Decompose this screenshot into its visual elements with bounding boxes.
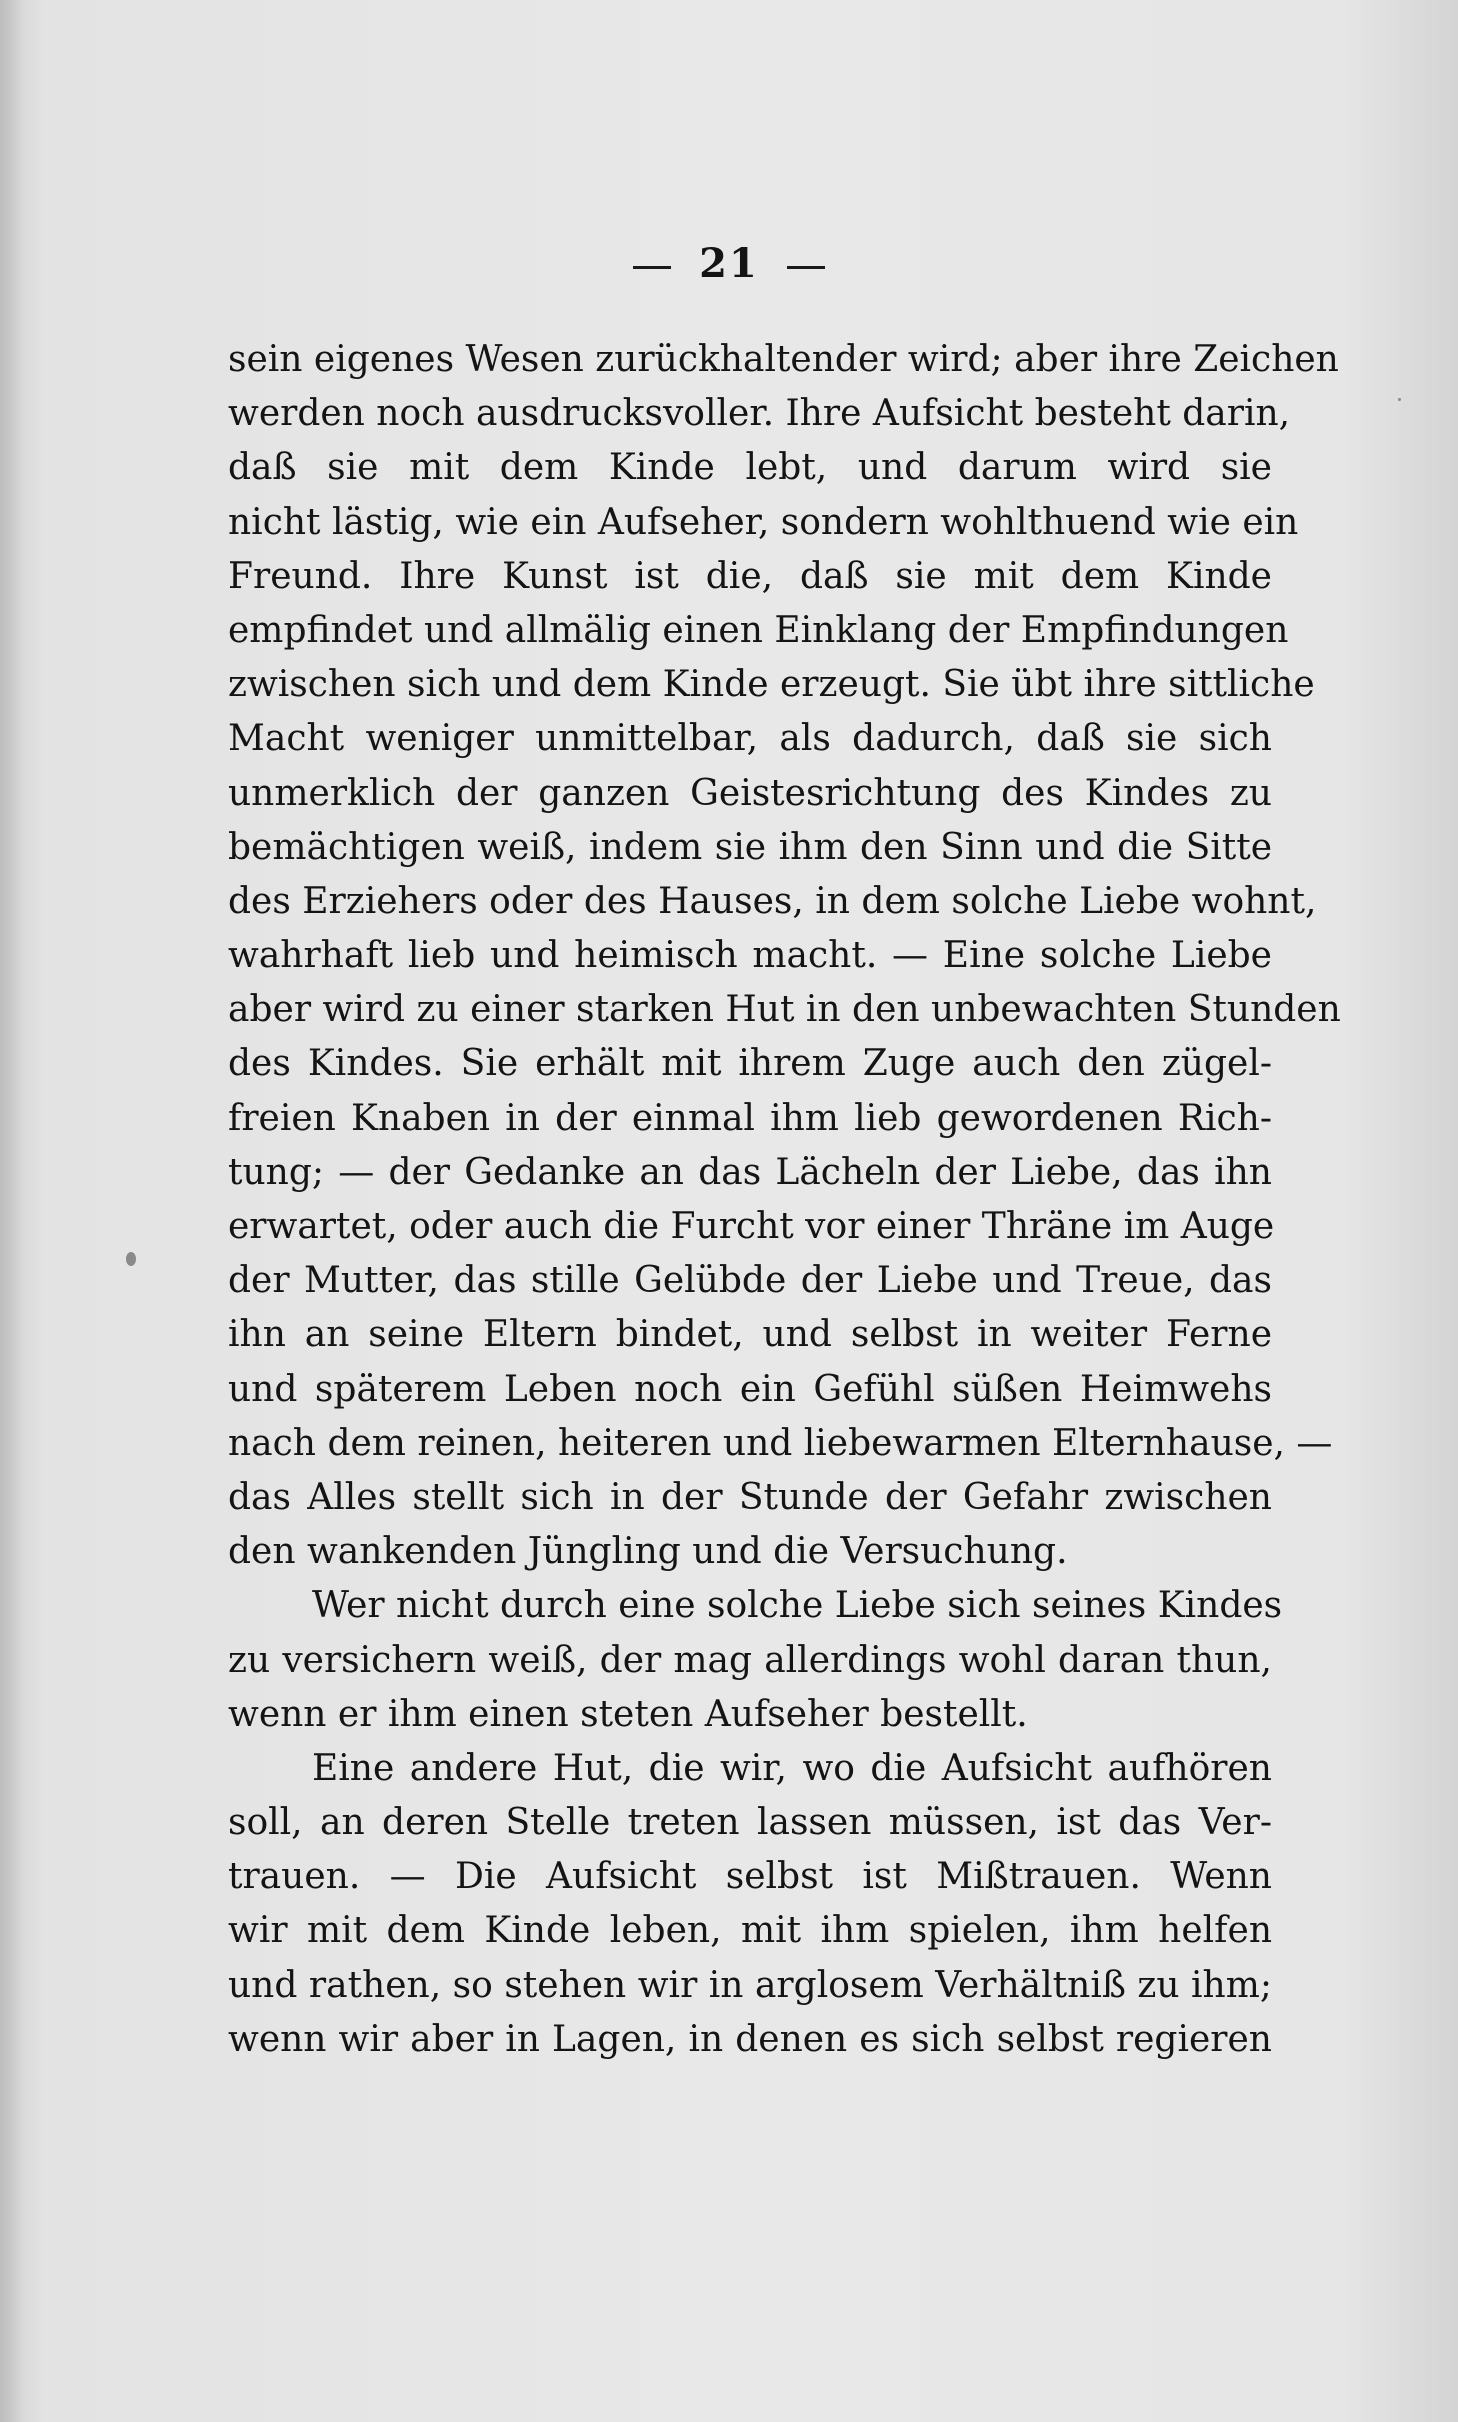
- paper-speck: [1398, 398, 1401, 401]
- text-line: der Mutter, das stille Gelübde der Liebe und Treue, das: [228, 1260, 1272, 1302]
- paper-speck: [126, 1252, 136, 1266]
- text-line: das Alles stellt sich in der Stunde der Gefahr zwischen: [228, 1476, 1272, 1518]
- body-text: [228, 333, 1341, 2067]
- text-line: daß sie mit dem Kinde lebt, und darum wird sie: [228, 447, 1272, 489]
- text-line: aber wird zu einer starken Hut in den unbewachten Stunden: [228, 989, 1341, 1031]
- text-line: und späterem Leben noch ein Gefühl süßen Heimwehs: [228, 1368, 1272, 1410]
- page-edge-shadow: [0, 0, 22, 2422]
- text-line: wenn wir aber in Lagen, in denen es sich selbst regieren: [228, 2018, 1272, 2060]
- text-line: soll, an deren Stelle treten lassen müssen, ist das Ver-: [228, 1802, 1272, 1844]
- text-line: wahrhaft lieb und heimisch macht. — Eine solche Liebe: [228, 935, 1272, 977]
- text-line: nach dem reinen, heiteren und liebewarmen Elternhause, —: [228, 1422, 1333, 1464]
- text-line: Wer nicht durch eine solche Liebe sich seines Kindes: [312, 1585, 1283, 1627]
- text-line: erwartet, oder auch die Furcht vor einer Thräne im Auge: [228, 1206, 1275, 1247]
- text-line: freien Knaben in der einmal ihm lieb gewordenen Rich-: [228, 1097, 1272, 1139]
- text-line: des Erziehers oder des Hauses, in dem solche Liebe wohnt,: [228, 880, 1317, 922]
- text-line: ihn an seine Eltern bindet, und selbst in weiter Ferne: [228, 1314, 1272, 1356]
- text-line: sein eigenes Wesen zurückhaltender wird; aber ihre Zeichen: [228, 339, 1339, 380]
- text-line: tung; — der Gedanke an das Lächeln der Liebe, das ihn: [228, 1151, 1272, 1193]
- text-line: Freund. Ihre Kunst ist die, daß sie mit dem Kinde: [228, 555, 1272, 597]
- text-line: empfindet und allmälig einen Einklang der Empfindungen: [228, 609, 1289, 651]
- text-line: zwischen sich und dem Kinde erzeugt. Sie übt ihre sittliche: [228, 664, 1315, 706]
- text-line: des Kindes. Sie erhält mit ihrem Zuge auch den zügel-: [228, 1043, 1272, 1085]
- text-line: trauen. — Die Aufsicht selbst ist Mißtrauen. Wenn: [228, 1856, 1272, 1898]
- page-number-header: [0, 240, 1458, 287]
- text-line: bemächtigen weiß, indem sie ihm den Sinn und die Sitte: [228, 826, 1272, 868]
- text-line: werden noch ausdrucksvoller. Ihre Aufsicht besteht darin,: [228, 393, 1291, 435]
- text-line: nicht lästig, wie ein Aufseher, sondern wohlthuend wie ein: [228, 501, 1299, 543]
- text-line: wenn er ihm einen steten Aufseher bestellt.: [228, 1693, 1028, 1735]
- page-number: 21: [699, 240, 759, 287]
- text-line: den wankenden Jüngling und die Versuchung.: [228, 1531, 1068, 1573]
- right-dash: [787, 266, 825, 269]
- text-line: wir mit dem Kinde leben, mit ihm spielen, ihm helfen: [228, 1910, 1272, 1952]
- text-line: unmerklich der ganzen Geistesrichtung des Kindes zu: [228, 772, 1272, 814]
- text-line: und rathen, so stehen wir in arglosem Verhältniß zu ihm;: [228, 1964, 1272, 2006]
- text-line: Eine andere Hut, die wir, wo die Aufsicht aufhören: [312, 1747, 1272, 1789]
- left-dash: [633, 266, 671, 269]
- text-line: zu versichern weiß, der mag allerdings wohl daran thun,: [228, 1639, 1272, 1681]
- text-line: Macht weniger unmittelbar, als dadurch, daß sie sich: [228, 718, 1272, 760]
